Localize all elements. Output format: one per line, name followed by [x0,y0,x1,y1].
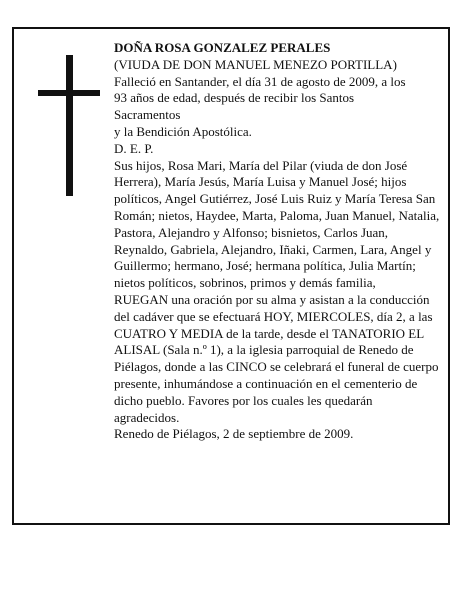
dep-line: D. E. P. [114,140,154,156]
family-paragraph: Sus hijos, Rosa Mari, María del Pilar (viuda de don José Herrera), María Jesús, María Luisa y Manuel José; hijos políticos, Angel Gutiérrez, José Luis Ruiz y María Teresa San Román; nietos, Haydee, Marta, Paloma, Juan Manuel, Natalia, Pastora, Alejandro y Alfonso; bisnietos, Carlos Juan, Reynaldo, Gabriela, Alejandro, Iñaki, Carmen, Lara, Angel y Guillermo; hermano, José; hermana política, Julia Martín; nietos políticos, sobrinos, primos y demás familia, [114,157,440,291]
notice-text [114,40,440,443]
cross-vertical-bar [66,55,73,196]
place-date-line: Renedo de Piélagos, 2 de septiembre de 2009. [114,426,354,442]
widow-of-line: (VIUDA DE DON MANUEL MENEZO PORTILLA) [114,56,397,72]
request-paragraph: RUEGAN una oración por su alma y asistan a la conducción del cadáver que se efectuará HOY, MIERCOLES, día 2, a las CUATRO Y MEDIA de la tarde, desde el TANATORIO EL ALISAL (Sala n.º 1), a la iglesia parroquial de Renedo de Piélagos, donde a las CINCO se celebrará el funeral de cuerpo presente, inhumándose a continuación en el cementerio de dicho pueblo. Favores por los cuales les quedarán agradecidos. [114,291,439,425]
death-line-3: Sacramentos [114,107,181,123]
deceased-name: DOÑA ROSA GONZALEZ PERALES [114,40,331,55]
death-line-4: y la Bendición Apostólica. [114,123,252,139]
death-line-2: 93 años de edad, después de recibir los Santos [114,90,355,106]
death-line-1: Falleció en Santander, el día 31 de agosto de 2009, a los [114,73,406,89]
cross-horizontal-bar [38,90,100,96]
obituary-notice [12,27,450,525]
